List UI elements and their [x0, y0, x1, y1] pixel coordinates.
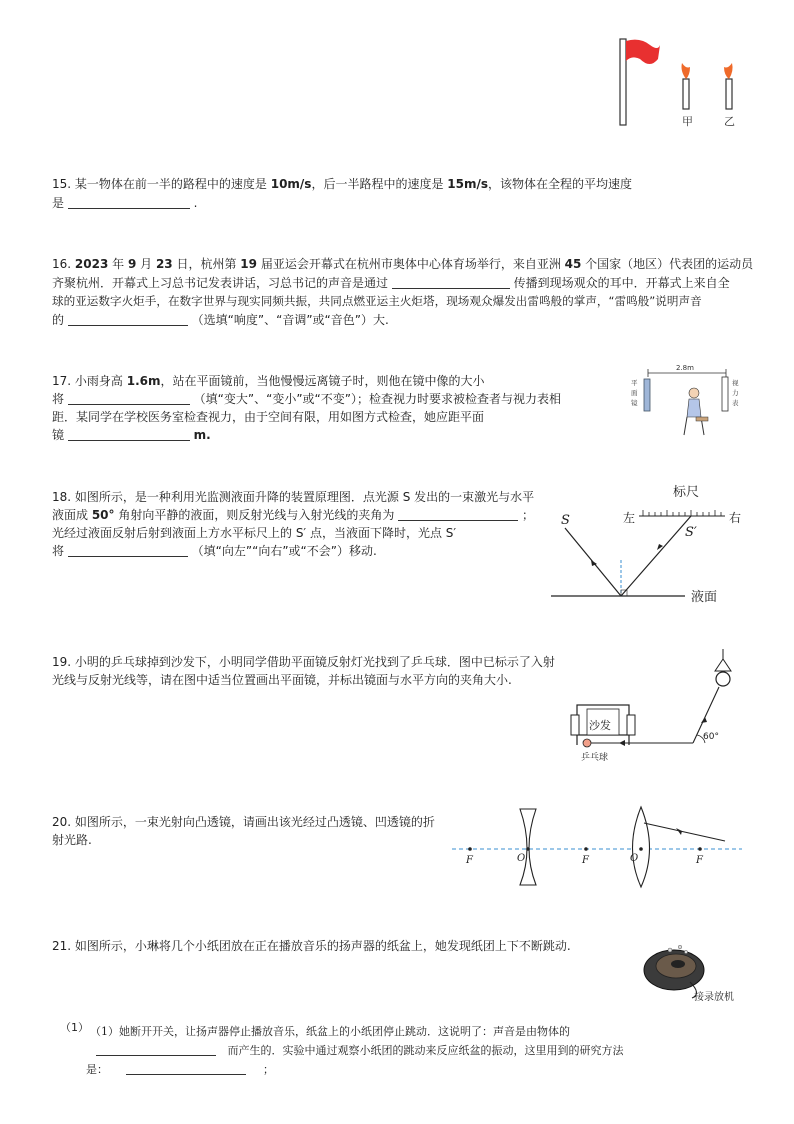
q21-sub1-line1: （1）她断开开关，让扬声器停止播放音乐，纸盆上的小纸团停止跳动．这说明了：声音是由物体的 [90, 1025, 570, 1038]
q18-line2: 液面成 50° 角射向平静的液面，则反射光线与入射光线的夹角为 ； [52, 508, 535, 522]
q17-line4: 镜 m. [52, 428, 211, 442]
ruler-right-label: 右 [729, 511, 742, 525]
concave-lens [520, 809, 536, 885]
q16-line2: 齐聚杭州．开幕式上习总书记发表讲话，习总书记的声音是通过 传播到现场观众的耳中．开幕式上来自全 [52, 276, 730, 290]
q21-blank-1[interactable] [96, 1043, 216, 1056]
speaker-figure [640, 942, 775, 1007]
q20-line2: 射光路. [52, 833, 92, 847]
q17-line1: 17. 小雨身高 1.6m，站在平面镜前，当他慢慢远离镜子时，则他在镜中像的大小 [52, 374, 485, 388]
q17-line2: 将 （填“变大”、“变小”或“不变”）；检查视力时要求被检查者与视力表相 [52, 392, 561, 406]
center-o-1: O [517, 853, 526, 864]
q18-line1: 18. 如图所示，是一种利用光监测液面升降的装置原理图．点光源 S 发出的一束激光与水平 [52, 490, 535, 504]
q16-blank-1[interactable] [392, 276, 510, 289]
flag-candle-figure [610, 35, 750, 130]
q16-line4: 的 （选填“响度”、“音调”或“音色”）大. [52, 313, 389, 327]
liquid-level-figure [545, 480, 760, 610]
mirror-label-2: 面 [631, 389, 638, 397]
q17-line3: 距．某同学在学校医务室检查视力，由于空间有限，用如图方式检查，她应距平面 [52, 410, 485, 424]
q16-line3: 球的亚运数字火炬手，在数字世界与现实同频共振，共同点燃亚运主火炬塔，现场观众爆发出雷鸣般的掌声，“雷鸣般”说明声音 [52, 294, 702, 308]
source-s-label: S [561, 513, 570, 528]
ruler-label: 标尺 [673, 485, 700, 500]
candle-label-a: 甲 [682, 115, 693, 128]
q17-blank-1[interactable] [68, 392, 190, 405]
speaker-label: 接录放机 [694, 992, 734, 1003]
q21-sub1-line2: 而产生的．实验中通过观察小纸团的跳动来反应纸盆的振动，这里用到的研究方法 [96, 1043, 624, 1059]
ruler-ticks [643, 510, 721, 516]
incident-ray [644, 823, 725, 841]
q21-line1: 21. 如图所示，小琳将几个小纸团放在正在播放音乐的扬声器的纸盆上，她发现纸团上下不断跳动. [52, 939, 571, 953]
focus-f-1: F [466, 855, 473, 866]
chart-label-1: 视 [732, 379, 739, 387]
q21-sub1-number: （1） [60, 1021, 89, 1034]
q18-blank-2[interactable] [68, 544, 188, 557]
q15-line2: 是 . [52, 196, 198, 210]
lens-figure [450, 805, 750, 890]
focus-f-3: F [696, 855, 703, 866]
sofa-label: 沙发 [589, 719, 611, 732]
q18-line3: 光经过液面反射后射到液面上方水平标尺上的 S′ 点，当液面下降时，光点 S′ [52, 526, 457, 540]
lamp-bulb [716, 672, 730, 686]
q19-line2: 光线与反射光线等，请在图中适当位置画出平面镜，并标出镜面与水平方向的夹角大小. [52, 673, 512, 687]
q16-line1: 16. 2023 年 9 月 23 日，杭州第 19 届亚运会开幕式在杭州市奥体中心体育场举行，来自亚洲 45 个国家（地区）代表团的运动员 [52, 257, 754, 271]
q15-line1: 15. 某一物体在前一半的路程中的速度是 10m/s，后一半路程中的速度是 15m/s，该物体在全程的平均速度 [52, 177, 633, 191]
q21-blank-2[interactable] [126, 1062, 246, 1075]
candle-label-b: 乙 [724, 115, 735, 128]
ball-label: 乒乓球 [581, 753, 609, 763]
focus-f-2: F [582, 855, 589, 866]
q15-answer-blank[interactable] [68, 196, 190, 209]
q20-line1: 20. 如图所示，一束光射向凸透镜，请画出该光经过凸透镜、凹透镜的折 [52, 815, 435, 829]
ping-pong-ball [583, 739, 591, 747]
q21-sub1-line3: 是： ； [86, 1063, 274, 1076]
q19-line1: 19. 小明的乒乓球掉到沙发下，小明同学借助平面镜反射灯光找到了乒乓球．图中已标示了入射 [52, 655, 555, 669]
q18-line4: 将 （填“向左”“向右”或“不会”）移动. [52, 544, 377, 558]
distance-label: 2.8m [676, 364, 694, 372]
chart-label-3: 表 [732, 399, 739, 407]
vision-test-figure [628, 363, 746, 443]
sofa-lamp-figure [565, 645, 750, 770]
spot-s-prime-label: S′ [685, 525, 697, 540]
mirror-label-1: 平 [631, 379, 638, 387]
mirror-label-3: 镜 [631, 399, 638, 407]
q18-blank-1[interactable] [398, 508, 518, 521]
ruler-left-label: 左 [623, 511, 636, 525]
angle-label: 60° [703, 732, 719, 742]
convex-lens [633, 807, 650, 887]
center-o-2: O [630, 853, 639, 864]
q16-blank-2[interactable] [68, 313, 188, 326]
liquid-surface-label: 液面 [691, 590, 718, 605]
q17-blank-2[interactable] [68, 428, 190, 441]
reflected-ray [621, 516, 691, 596]
chart-label-2: 力 [732, 389, 739, 397]
